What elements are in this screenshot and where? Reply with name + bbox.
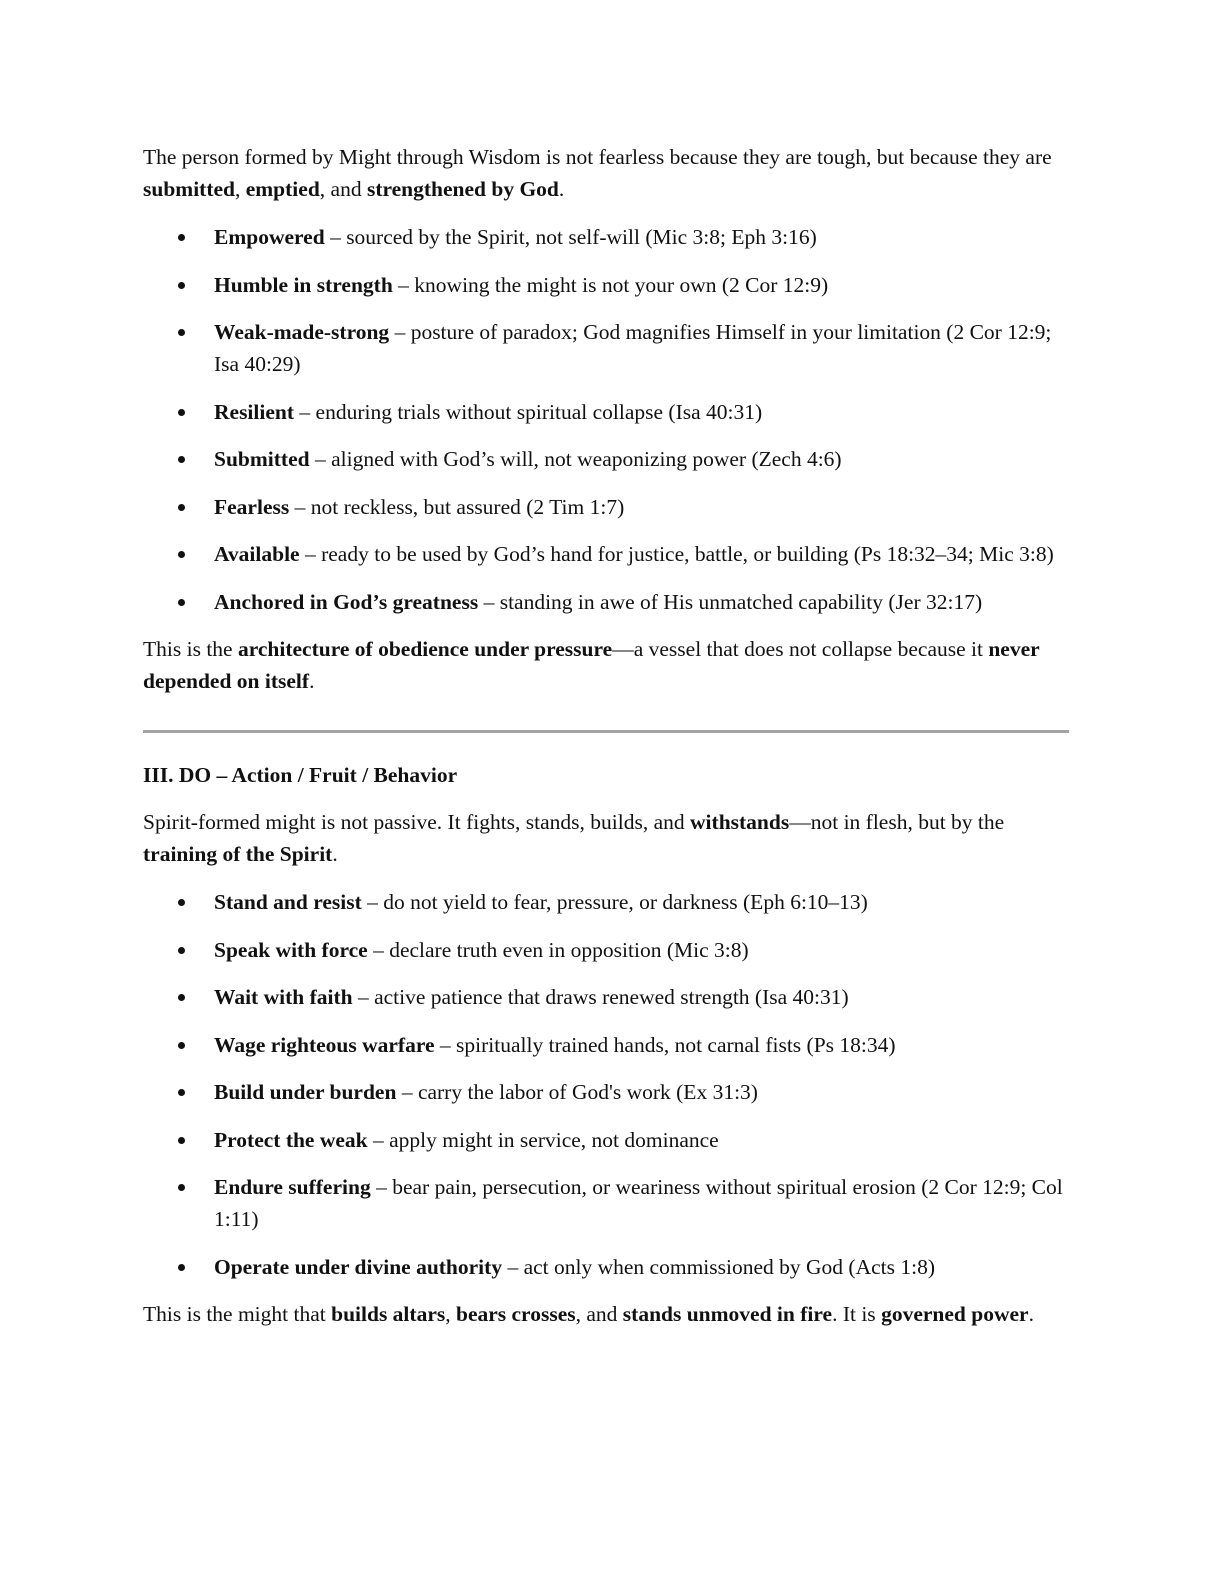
section-two-trait-list: [143, 221, 1069, 618]
list-item-term: Fearless: [214, 494, 290, 519]
list-item-description: – ready to be used by God’s hand for justice, battle, or building (Ps 18:32–34; Mic 3:8): [299, 542, 1054, 566]
list-item-term: Resilient: [214, 399, 295, 424]
list-item-description: – do not yield to fear, pressure, or darkness (Eph 6:10–13): [361, 890, 868, 914]
document-page: [143, 141, 1069, 1330]
text-run: This is the: [143, 637, 238, 661]
list-item-description: – knowing the might is not your own (2 Cor 12:9): [392, 272, 829, 297]
bullet-icon: [178, 1264, 185, 1271]
list-item-description: – enduring trials without spiritual collapse (Isa 40:31): [294, 399, 763, 424]
text-run: Spirit-formed might is not passive. It fights, stands, builds, and: [143, 810, 691, 834]
bold-text: bears crosses: [455, 1302, 576, 1326]
list-item-term: Wait with faith: [214, 985, 353, 1009]
text-run: . It is: [832, 1302, 882, 1326]
text-run: ,: [234, 177, 246, 201]
bold-text: strengthened by God: [366, 177, 559, 201]
list-item: [143, 886, 1069, 918]
list-item-term: Protect the weak: [214, 1127, 368, 1152]
list-item: [143, 443, 1069, 475]
bullet-icon: [178, 1089, 185, 1096]
list-item: [143, 396, 1069, 428]
bold-text: architecture of obedience under pressure: [237, 637, 613, 661]
list-item-description: – active patience that draws renewed strength (Isa 40:31): [352, 985, 849, 1009]
list-item-term: Empowered: [214, 225, 325, 249]
bold-text: training of the Spirit: [143, 842, 333, 866]
list-item-description: – carry the labor of God's work (Ex 31:3): [396, 1080, 758, 1104]
list-item-term: Wage righteous warfare: [214, 1032, 435, 1057]
bold-text: builds altars: [331, 1302, 446, 1326]
list-item: [143, 316, 1069, 380]
text-run: .: [558, 177, 565, 201]
list-item: [143, 586, 1069, 618]
text-run: ,: [445, 1302, 456, 1326]
list-item-term: Build under burden: [214, 1080, 397, 1104]
bullet-icon: [178, 504, 185, 511]
bold-text: submitted: [143, 177, 235, 201]
text-run: —a vessel that does not collapse because it: [612, 637, 989, 661]
list-item-description: – bear pain, persecution, or weariness without spiritual erosion (2 Cor 12:9; Col 1:11): [214, 1175, 1063, 1231]
text-run: .: [1028, 1302, 1034, 1326]
bold-text: stands unmoved in fire: [622, 1302, 833, 1326]
bold-text: emptied: [245, 177, 320, 201]
list-item: [143, 491, 1069, 523]
list-item-description: – apply might in service, not dominance: [367, 1127, 719, 1152]
horizontal-divider: [143, 730, 1069, 733]
list-item: [143, 221, 1069, 253]
list-item: [143, 1171, 1069, 1235]
bullet-icon: [178, 409, 185, 416]
list-item-term: Endure suffering: [214, 1175, 371, 1199]
bullet-icon: [178, 899, 185, 906]
bullet-icon: [178, 994, 185, 1001]
list-item-description: – standing in awe of His unmatched capability (Jer 32:17): [478, 589, 983, 614]
list-item-description: – aligned with God’s will, not weaponizing power (Zech 4:6): [309, 447, 842, 471]
list-item-description: – not reckless, but assured (2 Tim 1:7): [289, 494, 625, 519]
section-two-closing-paragraph: [143, 633, 1069, 697]
bold-text: withstands: [690, 810, 790, 834]
list-item: [143, 1124, 1069, 1156]
section-two-intro-paragraph: [143, 141, 1069, 205]
list-item-term: Operate under divine authority: [214, 1254, 503, 1279]
bullet-icon: [178, 456, 185, 463]
list-item-term: Available: [214, 542, 300, 566]
list-item: [143, 538, 1069, 570]
text-run: , and: [319, 177, 367, 201]
list-item-term: Anchored in God’s greatness: [214, 589, 479, 614]
list-item: [143, 1029, 1069, 1061]
text-run: The person formed by Might through Wisdom is not fearless because they are tough, but because they are: [143, 145, 1052, 169]
list-item-term: Submitted: [214, 447, 310, 471]
bold-text: never depended on itself: [143, 637, 1040, 693]
text-run: , and: [575, 1302, 623, 1326]
bullet-icon: [178, 329, 185, 336]
text-run: —not in flesh, but by the: [789, 810, 1005, 834]
section-three-heading: III. DO – Action / Fruit / Behavior: [143, 763, 458, 787]
list-item: [143, 934, 1069, 966]
list-item: [143, 1076, 1069, 1108]
list-item-term: Speak with force: [214, 937, 368, 962]
list-item-description: – declare truth even in opposition (Mic 3:8): [367, 937, 749, 962]
list-item: [143, 981, 1069, 1013]
bullet-icon: [178, 282, 185, 289]
section-three-action-list: [143, 886, 1069, 1283]
text-run: This is the might that: [143, 1302, 332, 1326]
bullet-icon: [178, 947, 185, 954]
list-item-description: – sourced by the Spirit, not self-will (Mic 3:8; Eph 3:16): [324, 225, 817, 249]
bullet-icon: [178, 1137, 185, 1144]
bullet-icon: [178, 599, 185, 606]
section-three-intro-paragraph: [143, 806, 1069, 870]
list-item-term: Humble in strength: [214, 272, 393, 297]
bullet-icon: [178, 234, 185, 241]
list-item: [143, 269, 1069, 301]
text-run: .: [309, 669, 315, 693]
list-item-description: – act only when commissioned by God (Acts 1:8): [502, 1254, 935, 1279]
bullet-icon: [178, 1042, 185, 1049]
bullet-icon: [178, 1184, 185, 1191]
list-item: [143, 1251, 1069, 1283]
list-item-description: – posture of paradox; God magnifies Himself in your limitation (2 Cor 12:9; Isa 40:29): [214, 320, 1052, 376]
bold-text: governed power: [881, 1302, 1029, 1326]
bullet-icon: [178, 551, 185, 558]
list-item-term: Weak-made-strong: [214, 320, 390, 344]
section-three-closing-paragraph: [143, 1298, 1069, 1330]
list-item-term: Stand and resist: [214, 890, 362, 914]
text-run: .: [332, 842, 338, 866]
list-item-description: – spiritually trained hands, not carnal fists (Ps 18:34): [434, 1032, 896, 1057]
